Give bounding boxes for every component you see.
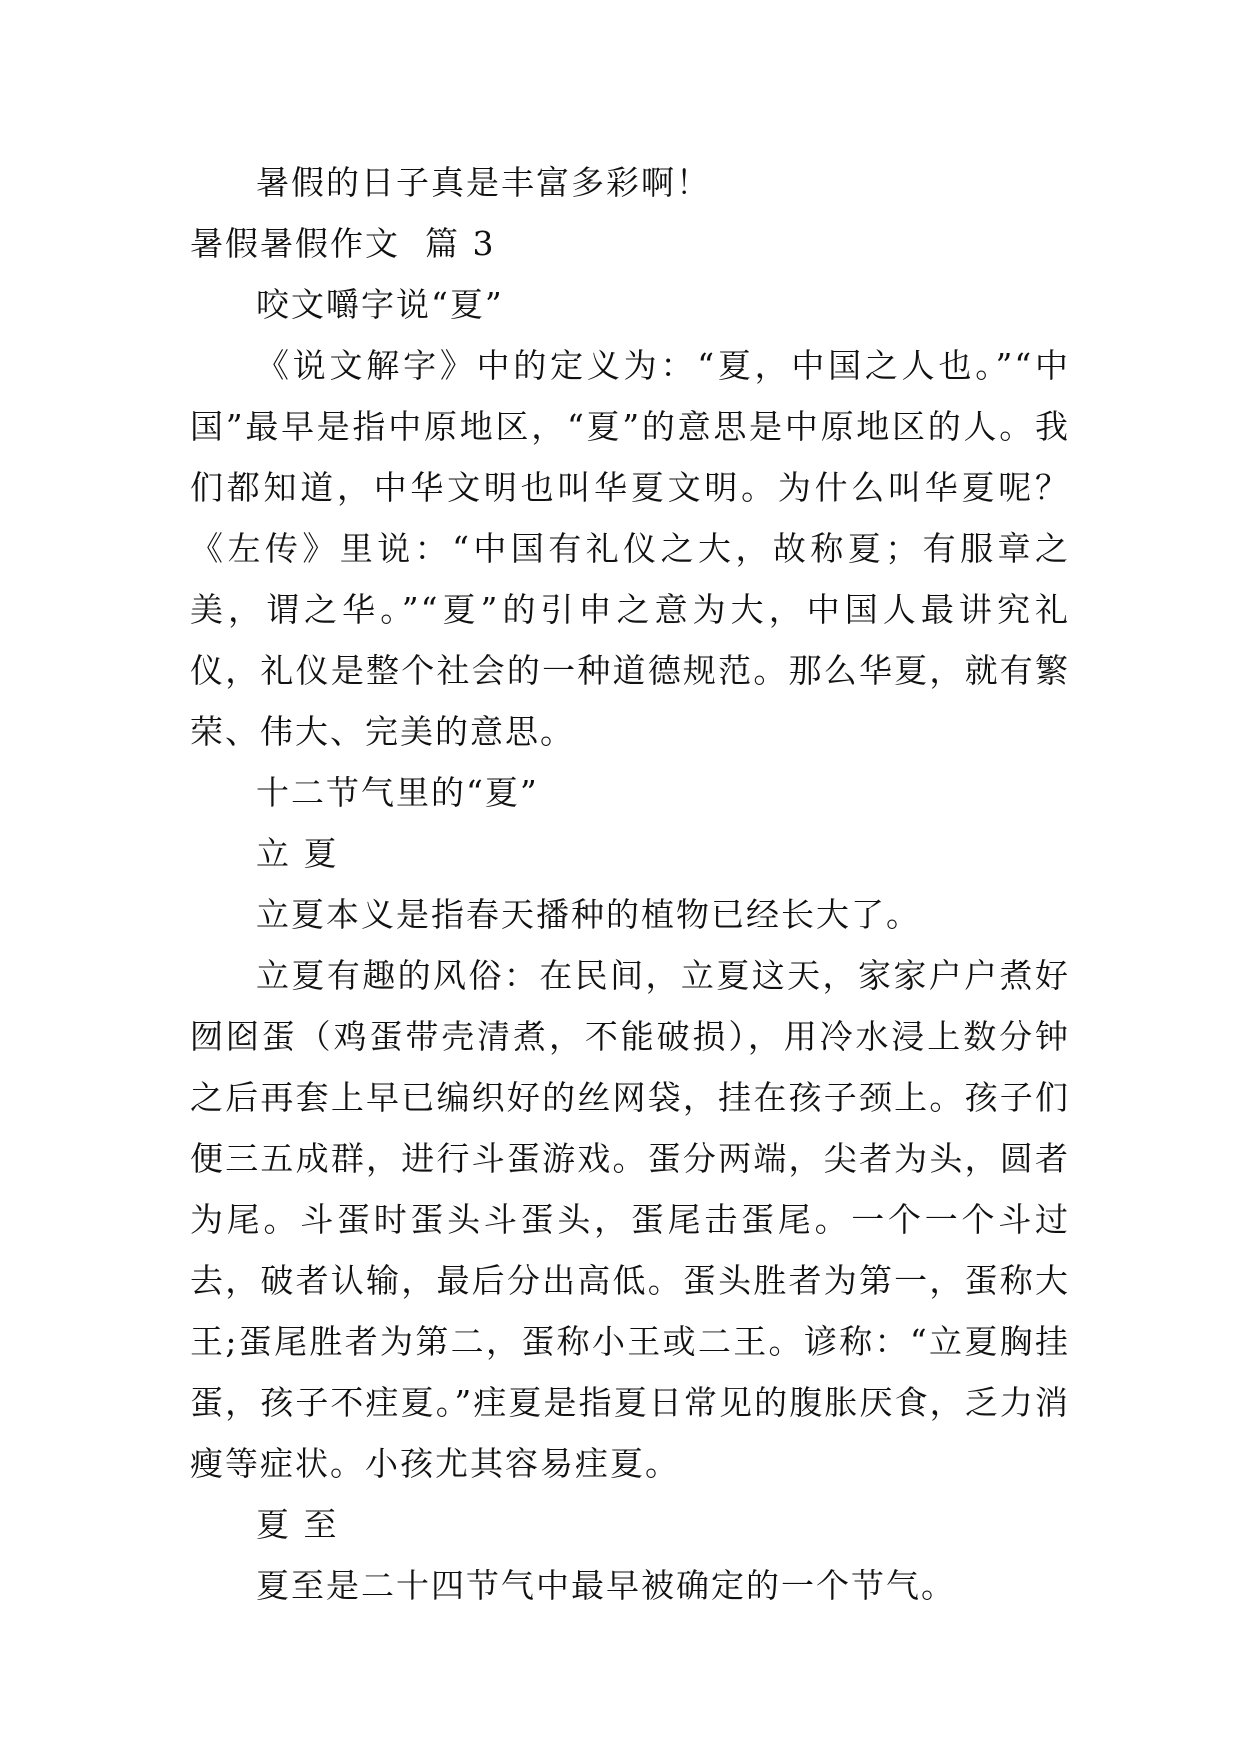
- lixia-meaning-paragraph: 立夏本义是指春天播种的植物已经长大了。: [256, 895, 921, 934]
- xiazhi-heading: 夏 至: [256, 1505, 339, 1544]
- lixia-custom-paragraph: 立夏有趣的风俗：在民间，立夏这天，家家户户煮好囫囵蛋（鸡蛋带壳清煮，不能破损），用冷水浸上数分钟之后再套上早已编织好的丝网袋，挂在孩子颈上。孩子们便三五成群，进行斗蛋游戏。蛋分两端，尖者为头，圆者为尾。斗蛋时蛋头斗蛋头，蛋尾击蛋尾。一个一个斗过去，破者认输，最后分出高低。蛋头胜者为第一，蛋称大王;蛋尾胜者为第二，蛋称小王或二王。谚称：“立夏胸挂蛋，孩子不疰夏。”疰夏是指夏日常见的腹胀厌食，乏力消瘦等症状。小孩尤其容易疰夏。: [190, 956, 1070, 1483]
- shuowen-paragraph: 《说文解字》中的定义为：“夏，中国之人也。”“中国”最早是指中原地区，“夏”的意思是中原地区的人。我们都知道，中华文明也叫华夏文明。为什么叫华夏呢？《左传》里说：“中国有礼仪之大，故称夏；有服章之美，谓之华。”“夏”的引申之意为大，中国人最讲究礼仪，礼仪是整个社会的一种道德规范。那么华夏，就有繁荣、伟大、完美的意思。: [190, 346, 1070, 751]
- section-title: 咬文嚼字说“夏”: [256, 285, 504, 324]
- document-body: [190, 152, 1070, 1616]
- xiazhi-paragraph: 夏至是二十四节气中最早被确定的一个节气。: [256, 1566, 956, 1605]
- intro-closing-paragraph: 暑假的日子真是丰富多彩啊！: [256, 163, 711, 202]
- subsection-title: 十二节气里的“夏”: [256, 773, 539, 812]
- lixia-heading: 立 夏: [256, 834, 339, 873]
- article-title: 暑假暑假作文 篇 3: [190, 224, 496, 263]
